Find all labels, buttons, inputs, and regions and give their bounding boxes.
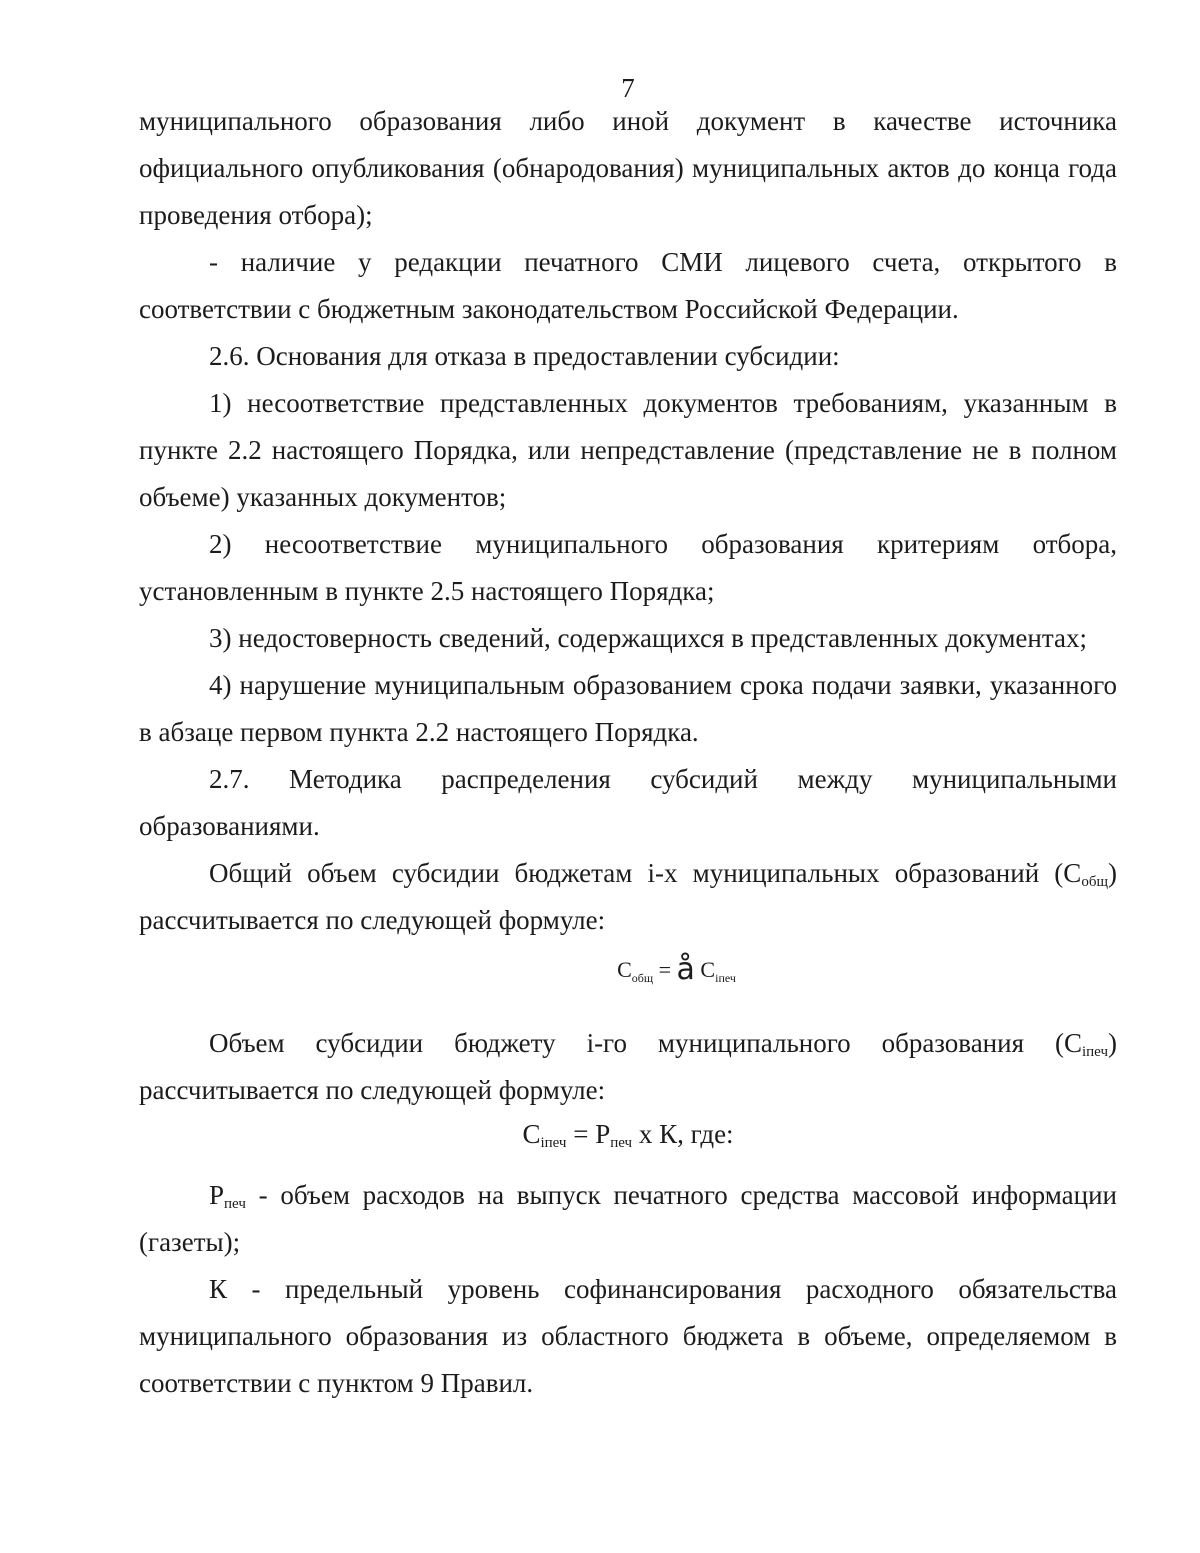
paragraph-refusal-2: 2) несоответствие муниципального образования критериям отбора, установленным в пункте 2.5 настоящего Порядка; (139, 529, 1117, 606)
formula-total-eq: = (653, 957, 677, 982)
paragraph-refusal-4: 4) нарушение муниципальным образованием срока подачи заявки, указанного в абзаце первом пункта 2.2 настоящего Порядка. (139, 670, 1117, 747)
individual-subsidy-close: ) (1108, 1028, 1117, 1058)
formula-individual-lhs: С (522, 1119, 541, 1149)
formula-total (139, 950, 1117, 990)
paragraph-total-subsidy (139, 850, 1117, 944)
paragraph-refusal-1: 1) несоответствие представленных документов требованиям, указанным в пункте 2.2 настоящего Порядка, или непредставление (представление не в полном объеме) указанных документов; (139, 388, 1117, 512)
page-number: 7 (621, 73, 635, 103)
formula-sum-sign: å (676, 952, 695, 987)
expense-var: Р (209, 1180, 225, 1210)
paragraph-expense-definition (139, 1172, 1117, 1266)
formula-individual-mid-sub: печ (610, 1135, 633, 1151)
total-subsidy-close: ) (1108, 858, 1117, 888)
paragraph-continuation: муниципального образования либо иной документ в качестве источника официального опубликования (обнародования) муниципальных актов до конца года проведения отбора); (139, 106, 1117, 230)
paragraph-refusal-3: 3) недостоверность сведений, содержащихся в представленных документах; (209, 623, 1087, 653)
formula-total-rhs: С (694, 957, 716, 982)
individual-subsidy-sub: iпеч (1081, 1044, 1108, 1060)
formula-individual-eq: = Р (566, 1119, 611, 1149)
formula-total-lhs: С (617, 957, 632, 982)
total-subsidy-tail: рассчитывается по следующей формуле: (139, 905, 606, 935)
expense-var-sub: печ (224, 1196, 246, 1212)
formula-individual-rest: х К, где: (632, 1119, 734, 1149)
total-subsidy-sub: общ (1081, 874, 1108, 890)
paragraph-section-2-6: 2.6. Основания для отказа в предоставлении субсидии: (209, 341, 840, 371)
formula-total-lhs-sub: общ (631, 971, 654, 985)
formula-individual (139, 1116, 1117, 1152)
paragraph-cofinancing-definition: К - предельный уровень софинансирования расходного обязательства муниципального образования из областного бюджета в объеме, определяемом в соответствии с пунктом 9 Правил. (139, 1274, 1117, 1398)
paragraph-section-2-7: 2.7. Методика распределения субсидий между муниципальными образованиями. (139, 764, 1117, 841)
formula-total-rhs-sub: iпеч (715, 971, 736, 985)
expense-definition-text: - объем расходов на выпуск печатного средства массовой информации (газеты); (139, 1180, 1117, 1257)
formula-individual-lhs-sub: iпеч (540, 1135, 567, 1151)
paragraph-individual-subsidy (139, 1020, 1117, 1114)
paragraph-account-requirement: - наличие у редакции печатного СМИ лицевого счета, открытого в соответствии с бюджетным законодательством Российской Федерации. (139, 247, 1117, 324)
total-subsidy-text: Общий объем субсидии бюджетам i-х муниципальных образований (С (209, 858, 1082, 888)
individual-subsidy-tail: рассчитывается по следующей формуле: (139, 1075, 606, 1105)
individual-subsidy-text: Объем субсидии бюджету i-го муниципального образования (С (209, 1028, 1082, 1058)
document-body (139, 98, 1117, 1407)
